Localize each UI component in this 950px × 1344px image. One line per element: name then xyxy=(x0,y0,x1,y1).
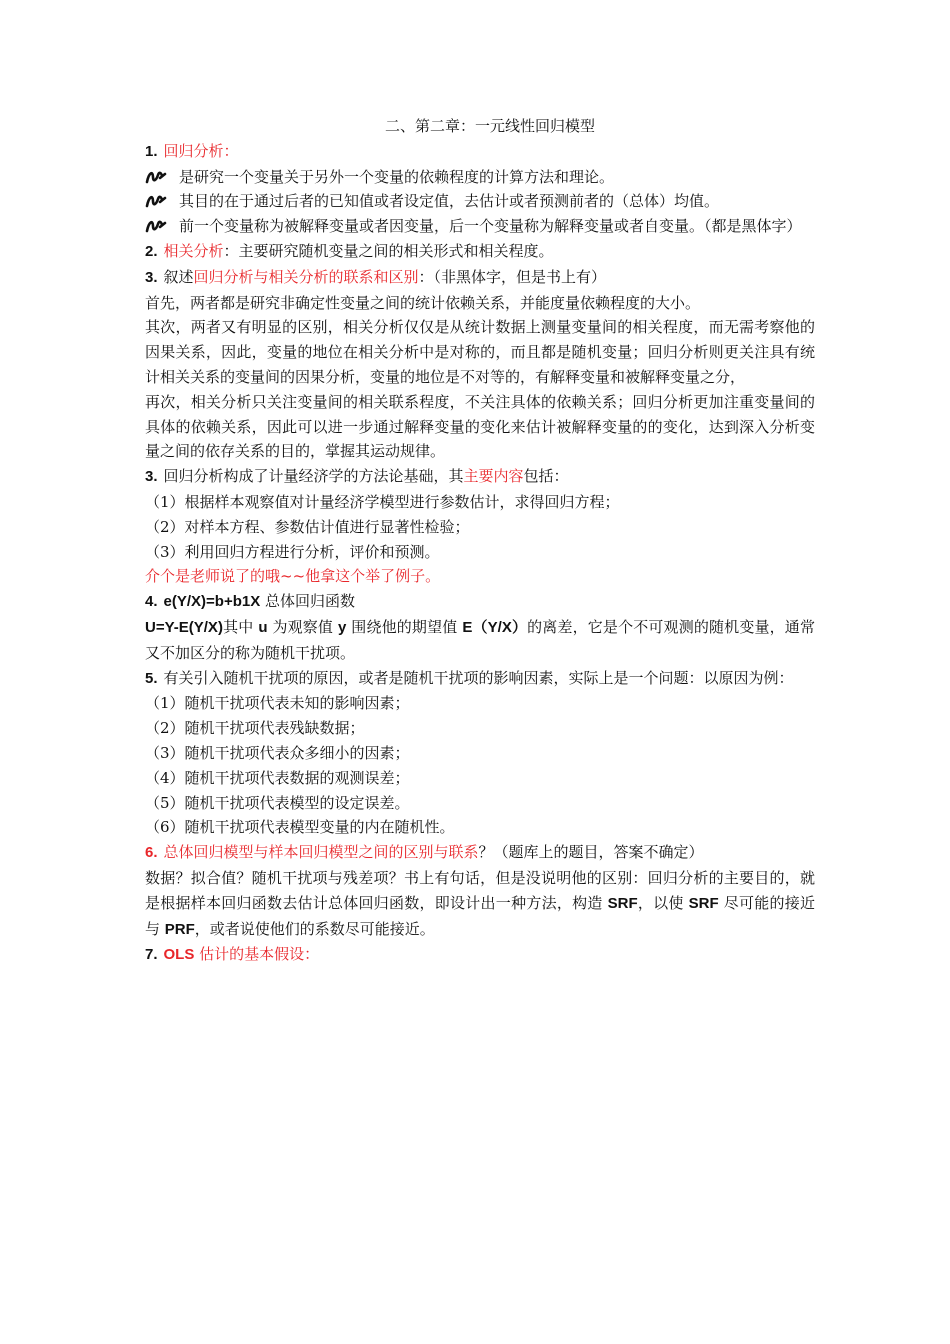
bullet-item xyxy=(145,214,815,239)
section-number: 7. xyxy=(145,946,158,964)
list-number: （1） xyxy=(145,492,185,511)
bullet-text: 前一个变量称为被解释变量或者因变量，后一个变量称为解释变量或者自变量。（都是黑体字） xyxy=(179,217,802,236)
section-3b-heading xyxy=(145,464,815,490)
bullet-text: 其目的在于通过后者的已知值或者设定值，去估计或者预测前者的（总体）均值。 xyxy=(179,192,720,211)
list-number: （2） xyxy=(145,517,185,536)
teacher-note: 介个是老师说了的哦~~他拿这个举了例子。 xyxy=(145,567,441,586)
paragraph xyxy=(145,615,815,666)
text: 数据？拟合值？随机干扰项与残差项？书上有句话，但是没说明他的区别：回归分析的主要目的，就是根据样本回归函数去估计总体回归函数，即设计出一种方法，构造 xyxy=(145,868,815,912)
list-item xyxy=(145,716,815,741)
section-text: ：主要研究随机变量之间的相关形式和相关程度。 xyxy=(223,241,554,260)
variable: u xyxy=(258,618,268,636)
document-page xyxy=(145,114,815,968)
section-7-heading xyxy=(145,942,815,968)
variable: E（Y/X） xyxy=(462,618,528,636)
section-2-heading xyxy=(145,239,815,265)
list-item xyxy=(145,490,815,515)
list-text: 利用回归方程进行分析，评价和预测。 xyxy=(184,542,440,561)
list-text: 随机干扰项代表模型变量的内在随机性。 xyxy=(184,818,455,837)
text: 的离差，它是个不可观测的随机变量，通常又不加区分的称为随机干扰项。 xyxy=(145,617,815,662)
page-title: 二、第二章：一元线性回归模型 xyxy=(384,117,595,135)
section-number: 4. xyxy=(145,593,158,611)
list-text: 根据样本观察值对计量经济学模型进行参数估计，求得回归方程； xyxy=(184,492,620,511)
list-text: 对样本方程、参数估计值进行显著性检验； xyxy=(184,517,470,536)
section-number: 6. xyxy=(145,844,158,862)
list-item xyxy=(145,540,815,565)
section-number: 3. xyxy=(145,268,158,286)
bullet-item xyxy=(145,165,815,190)
list-number: （5） xyxy=(145,793,185,812)
paragraph: 其次，两者又有明显的区别，相关分析仅仅是从统计数据上测量变量间的相关程度，而无需考察他的因果关系，因此，变量的地位在相关分析中是对称的，而且都是随机变量；回归分析则更关注具有统计相关关系的变量间的因果分析，变量的地位是不对等的，有解释变量和被解释变量之分， xyxy=(145,318,815,386)
section-label: 相关分析 xyxy=(163,241,224,260)
squiggle-bullet-icon xyxy=(145,169,167,185)
section-label: 估计的基本假设 xyxy=(199,945,305,964)
term: OLS xyxy=(163,946,195,964)
section-6-heading xyxy=(145,840,815,866)
formula-text: 总体回归函数 xyxy=(265,592,356,611)
text: ，以使 xyxy=(637,893,684,912)
section-pre: 叙述 xyxy=(163,267,194,286)
list-text: 随机干扰项代表残缺数据； xyxy=(184,719,365,738)
variable: y xyxy=(338,618,347,636)
section-colon: ： xyxy=(304,945,320,964)
squiggle-bullet-icon xyxy=(145,193,167,209)
section-post: 包括： xyxy=(523,467,569,486)
text: ，或者说使他们的系数尽可能接近。 xyxy=(194,919,435,938)
list-text: 随机干扰项代表数据的观测误差； xyxy=(184,768,410,787)
section-label: 主要内容 xyxy=(463,467,524,486)
squiggle-bullet-icon xyxy=(145,218,167,234)
list-text: 随机干扰项代表未知的影响因素； xyxy=(184,694,410,713)
section-number: 1. xyxy=(145,142,158,160)
list-item xyxy=(145,815,815,840)
section-3a-heading xyxy=(145,265,815,291)
section-colon: ： xyxy=(223,141,239,160)
term: PRF xyxy=(164,920,195,938)
list-item xyxy=(145,766,815,791)
text: 为观察值 xyxy=(272,617,334,636)
list-number: （4） xyxy=(145,768,185,787)
text: 围绕他的期望值 xyxy=(351,617,458,636)
section-label: 回归分析与相关分析的联系和区别 xyxy=(193,267,419,286)
paragraph: 再次，相关分析只关注变量间的相关联系程度，不关注具体的依赖关系；回归分析更加注重变量间的具体的依赖关系，因此可以进一步通过解释变量的变化来估计被解释变量的的变化，达到深入分析变量之间的依存关系的目的，掌握其运动规律。 xyxy=(145,392,815,461)
list-number: （2） xyxy=(145,719,185,738)
bullet-item xyxy=(145,189,815,214)
paragraph xyxy=(145,866,815,942)
section-5-heading xyxy=(145,666,815,692)
list-item xyxy=(145,691,815,716)
formula: e(Y/X)=b+b1X xyxy=(163,593,261,611)
paragraph: 首先，两者都是研究非确定性变量之间的统计依赖关系，并能度量依赖程度的大小。 xyxy=(145,293,701,312)
formula: U=Y-E(Y/X) xyxy=(145,618,223,636)
section-label: 回归分析 xyxy=(163,141,224,160)
list-item xyxy=(145,791,815,816)
section-label: 总体回归模型与样本回归模型之间的区别与联系 xyxy=(163,843,479,862)
list-item xyxy=(145,515,815,540)
list-text: 随机干扰项代表模型的设定误差。 xyxy=(184,793,410,812)
section-pre: 回归分析构成了计量经济学的方法论基础，其 xyxy=(163,467,464,486)
section-4-heading xyxy=(145,589,815,615)
term: SRF xyxy=(607,894,638,912)
list-number: （3） xyxy=(145,542,185,561)
list-number: （1） xyxy=(145,694,185,713)
list-number: （3） xyxy=(145,743,185,762)
section-number: 2. xyxy=(145,242,158,260)
list-number: （6） xyxy=(145,818,185,837)
section-1-heading xyxy=(145,139,815,165)
section-post: ：（非黑体字，但是书上有） xyxy=(418,267,607,286)
section-number: 3. xyxy=(145,468,158,486)
list-text: 随机干扰项代表众多细小的因素； xyxy=(184,743,410,762)
section-post: ？（题库上的题目，答案不确定） xyxy=(478,843,704,862)
text: 其中 xyxy=(222,617,254,636)
list-item xyxy=(145,741,815,766)
term: SRF xyxy=(688,894,719,912)
section-text: 有关引入随机干扰项的原因，或者是随机干扰项的影响因素，实际上是一个问题：以原因为例： xyxy=(163,668,794,687)
text: 尽可能的接近与 xyxy=(145,893,815,938)
section-number: 5. xyxy=(145,669,158,687)
bullet-text: 是研究一个变量关于另外一个变量的依赖程度的计算方法和理论。 xyxy=(179,167,615,186)
